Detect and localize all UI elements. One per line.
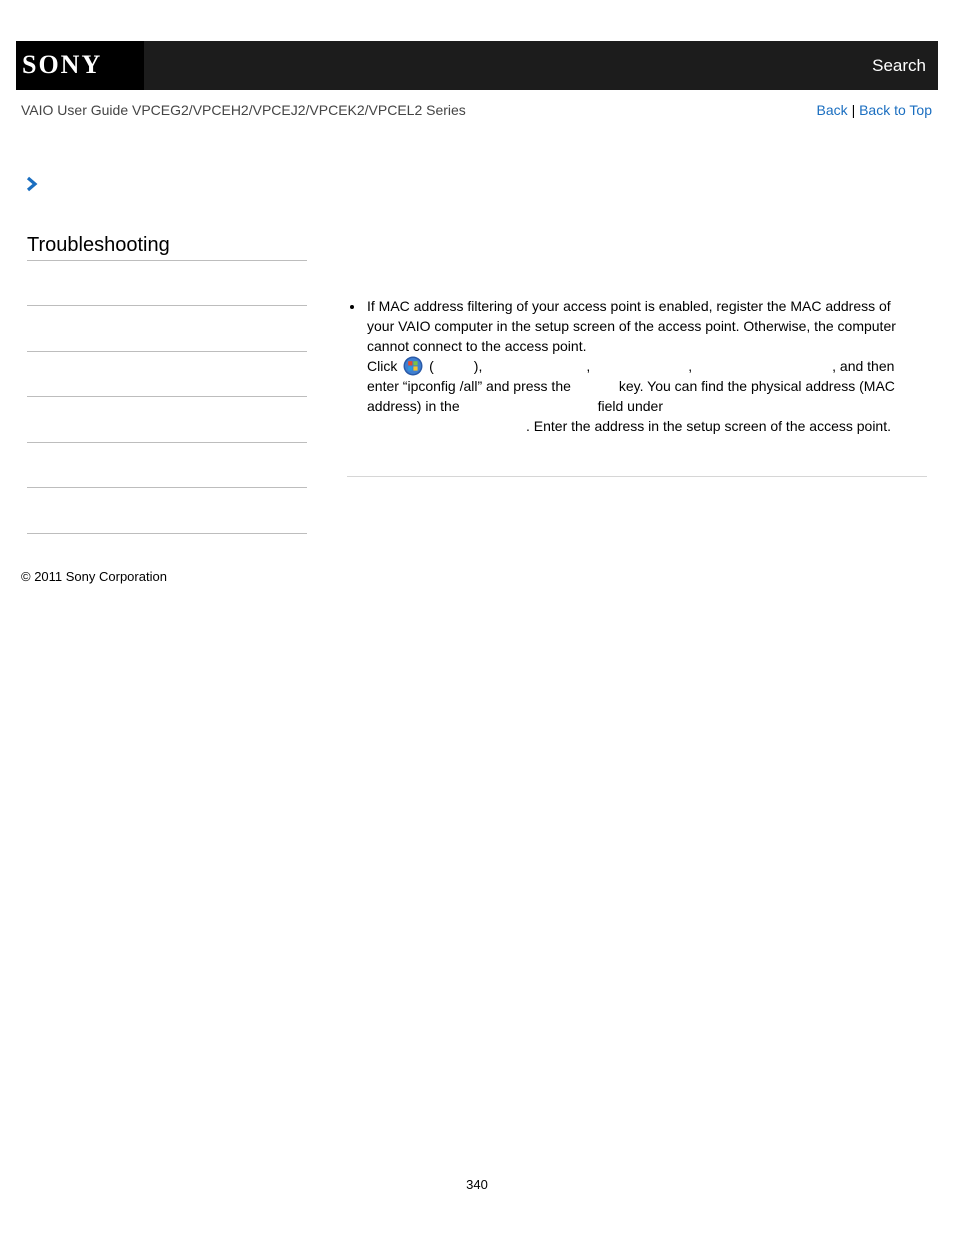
- sidebar-divider: [27, 442, 307, 443]
- step-text: ,: [688, 358, 693, 374]
- step-line: [367, 416, 907, 436]
- sidebar-divider: [27, 533, 307, 534]
- step-text: ,: [586, 358, 591, 374]
- back-to-top-link[interactable]: Back to Top: [859, 102, 932, 118]
- step-text: . Enter the address in the setup screen of the access point.: [526, 418, 891, 434]
- windows-start-icon: [403, 356, 423, 376]
- sony-logo[interactable]: [16, 41, 144, 90]
- bullet-icon: [350, 305, 354, 309]
- content-area: [347, 296, 907, 436]
- sidebar-divider: [27, 396, 307, 397]
- bullet-paragraph: If MAC address filtering of your access point is enabled, register the MAC address of your VAIO computer in the setup screen of the access point. Otherwise, the computer cannot connect to the access point.: [367, 298, 896, 354]
- bullet-item: [367, 296, 907, 436]
- step-line: [367, 376, 907, 396]
- back-link[interactable]: Back: [816, 102, 848, 118]
- search-link[interactable]: Search: [872, 56, 926, 75]
- step-text: (: [429, 358, 434, 374]
- step-text: , and then: [832, 358, 895, 374]
- content-divider: [347, 476, 927, 477]
- sidebar-divider: [27, 260, 307, 261]
- sony-logo-text: SONY: [22, 50, 103, 79]
- section-title[interactable]: Troubleshooting: [27, 234, 170, 256]
- page-number: 340: [466, 1177, 488, 1192]
- step-text: field under: [597, 398, 663, 414]
- sidebar-divider: [27, 305, 307, 306]
- step-line: [367, 396, 907, 416]
- step-text: key. You can find the physical address (MAC: [618, 378, 895, 394]
- step-text: Click: [367, 358, 398, 374]
- step-text: enter “ipconfig /all” and press the: [367, 378, 571, 394]
- top-nav: [817, 102, 932, 118]
- step-text: ),: [473, 358, 483, 374]
- header-bar: [16, 41, 938, 90]
- copyright: © 2011 Sony Corporation: [21, 569, 167, 584]
- step-text: address) in the: [367, 398, 460, 414]
- sidebar-divider: [27, 487, 307, 488]
- guide-title: VAIO User Guide VPCEG2/VPCEH2/VPCEJ2/VPCEK2/VPCEL2 Series: [21, 102, 466, 118]
- sidebar-divider: [27, 351, 307, 352]
- chevron-right-icon[interactable]: [26, 176, 40, 192]
- step-line: [367, 356, 907, 376]
- nav-separator: |: [851, 102, 856, 118]
